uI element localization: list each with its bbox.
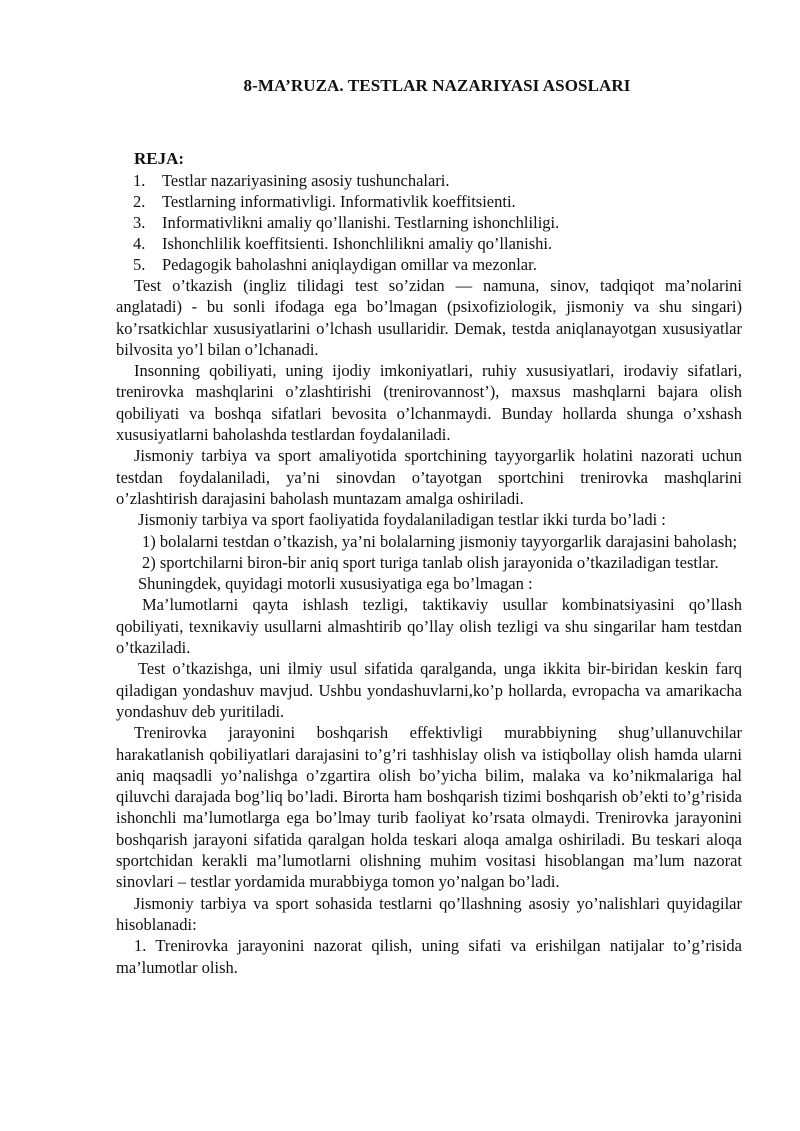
paragraph: Test o’tkazish (ingliz tilidagi test so’zidan — namuna, sinov, tadqiqot ma’nolarini anglatadi) - bu sonli ifodaga ega bo’lmagan (psixofiziologik, jismoniy va shu singari) ko’rsatkichlar xususiyatlarini o’lchash usullaridir. Demak, testda aniqlanayotgan xususiyatlar bilvosita yo’l bilan o’lchanadi. [116,276,742,359]
lecture-body [116,275,742,978]
plan-item [133,191,753,212]
plan-heading: REJA: [134,149,185,168]
plan-item-text: Ishonchlilik koeffitsienti. Ishonchlilikni amaliy qo’llanishi. [162,234,553,253]
paragraph: 1. Trenirovka jarayonini nazorat qilish, uning sifati va erishilgan natijalar to’g’risida ma’lumotlar olish. [116,936,742,977]
plan-item [133,254,753,275]
plan-item-text: Testlar nazariyasining asosiy tushunchalari. [162,171,450,190]
paragraph: 1) bolalarni testdan o’tkazish, ya’ni bolalarning jismoniy tayyorgarlik darajasini baholash; [142,531,738,551]
paragraph: Shuningdek, quyidagi motorli xususiyatiga ega bo’lmagan : [138,574,533,594]
plan-item-number: 4. [133,234,146,253]
paragraph: Jismoniy tarbiya va sport faoliyatida foydalaniladigan testlar ikki turda bo’ladi : [138,510,666,530]
plan-item-number: 1. [133,171,146,190]
paragraph: Test o’tkazishga, uni ilmiy usul sifatida qaralganda, unga ikkita bir-biridan keskin farq qiladigan yondashuv mavjud. Ushbu yondashuvlarni,ko’p hollarda, evropacha va amarikacha yondashuv deb yuritiladi. [116,659,742,721]
plan-item-number: 3. [133,213,146,232]
paragraph: Jismoniy tarbiya va sport amaliyotida sportchining tayyorgarlik holatini nazorati uchun testdan foydalaniladi, ya’ni sinovdan o’tayotgan sportchini trenirovka mashqlarini o’zlashtirish darajasini baholash muntazam amalga oshiriladi. [116,446,742,508]
plan-item [133,233,753,254]
plan-item-number: 5. [133,255,146,274]
paragraph: Insonning qobiliyati, uning ijodiy imkoniyatlari, ruhiy xususiyatlari, irodaviy sifatlari, trenirovka mashqlarini o’zlashtirishi (trenirovannost’), maxsus mashqlarni bajara olish qobiliyati va boshqa sifatlari bevosita o’lchanmaydi. Bunday hollarda shunga o’xshash xususiyatlarni baholashda testlardan foydalaniladi. [116,361,742,445]
plan-list [133,170,753,275]
paragraph: Ma’lumotlarni qayta ishlash tezligi, taktikaviy usullar kombinatsiyasini qo’llash qobiliyati, texnikaviy usullarni almashtirib qo’llay olish tezligi va shu singarilar ham testdan o’tkaziladi. [116,595,742,658]
plan-item [133,170,753,191]
paragraph: Trenirovka jarayonini boshqarish effektivligi murabbiyning shug’ullanuvchilar harakatlanish qobiliyatlari darajasini to’g’ri tashhislay olish va istiqbollay olish hamda ularni aniq maqsadli yo’nalishga o’zgartira olish bo’yicha bilim, malaka va ko’nikmalariga hal qiluvchi darajada bog’liq bo’ladi. Birorta ham boshqarish tizimi boshqarish ob’ekti to’g’risida ishonchli ma’lumotlarga ega bo’lmay turib faoliyat ko’rsata olmaydi. Trenirovka jarayonini boshqarish jarayoni sifatida qaralgan holda teskari aloqa amalga oshiriladi. Bu teskari aloqa sportchidan kerakli ma’lumotlarni olishning muhim vositasi hisoblangan ma’lum nazorat sinovlari – testlar yordamida murabbiyga tomon yo’nalgan bo’ladi. [116,723,742,892]
plan-item-text: Pedagogik baholashni aniqlaydigan omillar va mezonlar. [162,255,537,274]
plan-item-number: 2. [133,192,146,211]
plan-item-text: Informativlikni amaliy qo’llanishi. Testlarning ishonchliligi. [162,213,560,232]
plan-item [133,212,753,233]
paragraph: Jismoniy tarbiya va sport sohasida testlarni qo’llashning asosiy yo’nalishlari quyidagilar hisoblanadi: [116,893,742,934]
lecture-title: 8-MA’RUZA. TESTLAR NAZARIYASI ASOSLARI [243,76,631,95]
paragraph: 2) sportchilarni biron-bir aniq sport turiga tanlab olish jarayonida o’tkaziladigan testlar. [142,552,719,572]
plan-item-text: Testlarning informativligi. Informativlik koeffitsienti. [162,192,516,211]
